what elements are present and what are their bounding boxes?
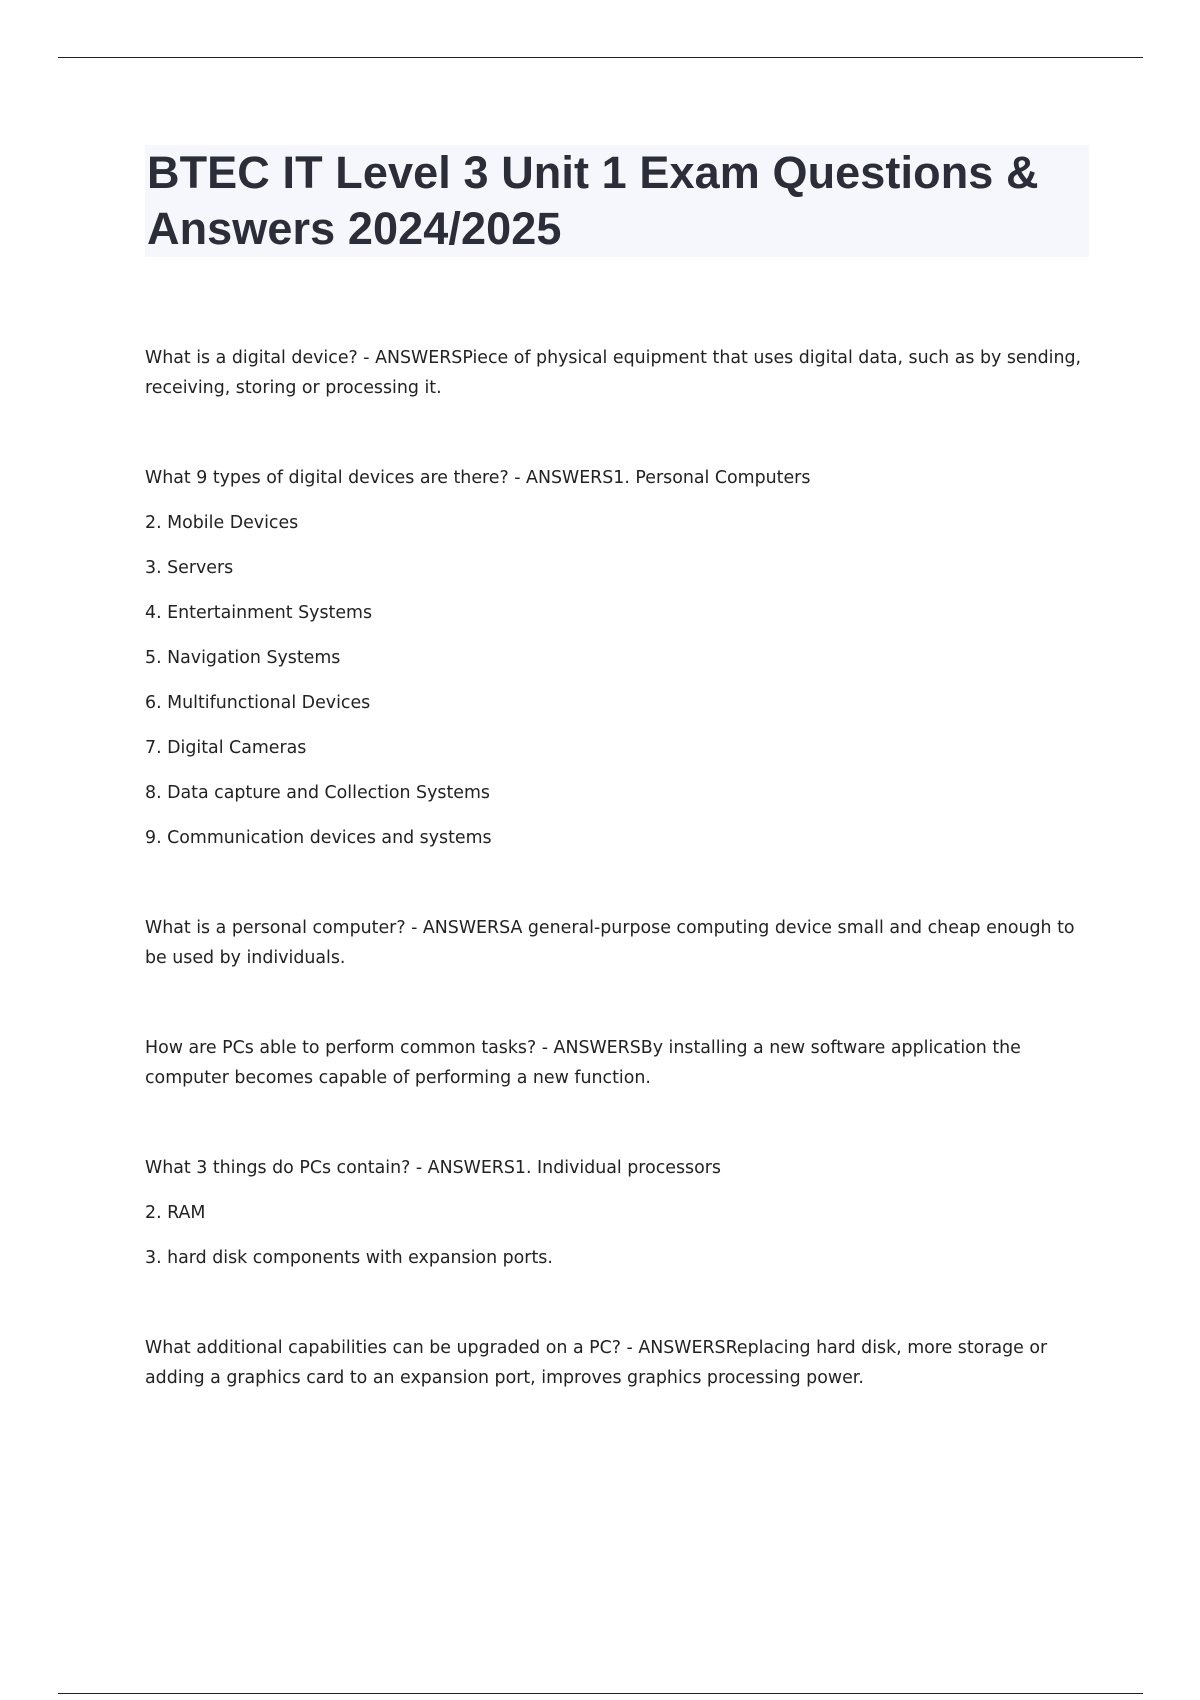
qa-list [145, 343, 1085, 1453]
qa-list-line: 5. Navigation Systems [145, 648, 341, 668]
qa-text: What is a digital device? - ANSWERSPiece of physical equipment that uses digital data, such as by sending, receiving, storing or processing it. [145, 348, 1082, 398]
bottom-divider [58, 1693, 1143, 1694]
qa-text: What 3 things do PCs contain? - ANSWERS1. Individual processors [145, 1158, 721, 1178]
qa-text: What 9 types of digital devices are there? - ANSWERS1. Personal Computers [145, 468, 811, 488]
qa-item [145, 913, 1085, 973]
qa-list-line: 7. Digital Cameras [145, 738, 307, 758]
qa-text: What is a personal computer? - ANSWERSA general-purpose computing device small and cheap enough to be used by individuals. [145, 918, 1075, 968]
qa-item [145, 463, 1085, 853]
title-banner [145, 145, 1089, 257]
qa-item [145, 1153, 1085, 1273]
qa-list-line: 2. Mobile Devices [145, 513, 299, 533]
qa-item [145, 343, 1085, 403]
qa-item [145, 1033, 1085, 1093]
qa-text: What additional capabilities can be upgraded on a PC? - ANSWERSReplacing hard disk, more storage or adding a graphics card to an expansion port, improves graphics processing power. [145, 1338, 1048, 1388]
qa-list-line: 4. Entertainment Systems [145, 603, 373, 623]
qa-list-line: 3. hard disk components with expansion ports. [145, 1248, 553, 1268]
qa-list-line: 6. Multifunctional Devices [145, 693, 371, 713]
qa-list-line: 8. Data capture and Collection Systems [145, 783, 490, 803]
page-title: BTEC IT Level 3 Unit 1 Exam Questions & Answers 2024/2025 [147, 147, 1039, 254]
qa-list-line: 3. Servers [145, 558, 234, 578]
top-divider [58, 57, 1143, 58]
qa-list-line: 9. Communication devices and systems [145, 828, 492, 848]
qa-list-line: 2. RAM [145, 1203, 206, 1223]
qa-text: How are PCs able to perform common tasks? - ANSWERSBy installing a new software application the computer becomes capable of performing a new function. [145, 1038, 1021, 1088]
qa-item [145, 1333, 1085, 1393]
